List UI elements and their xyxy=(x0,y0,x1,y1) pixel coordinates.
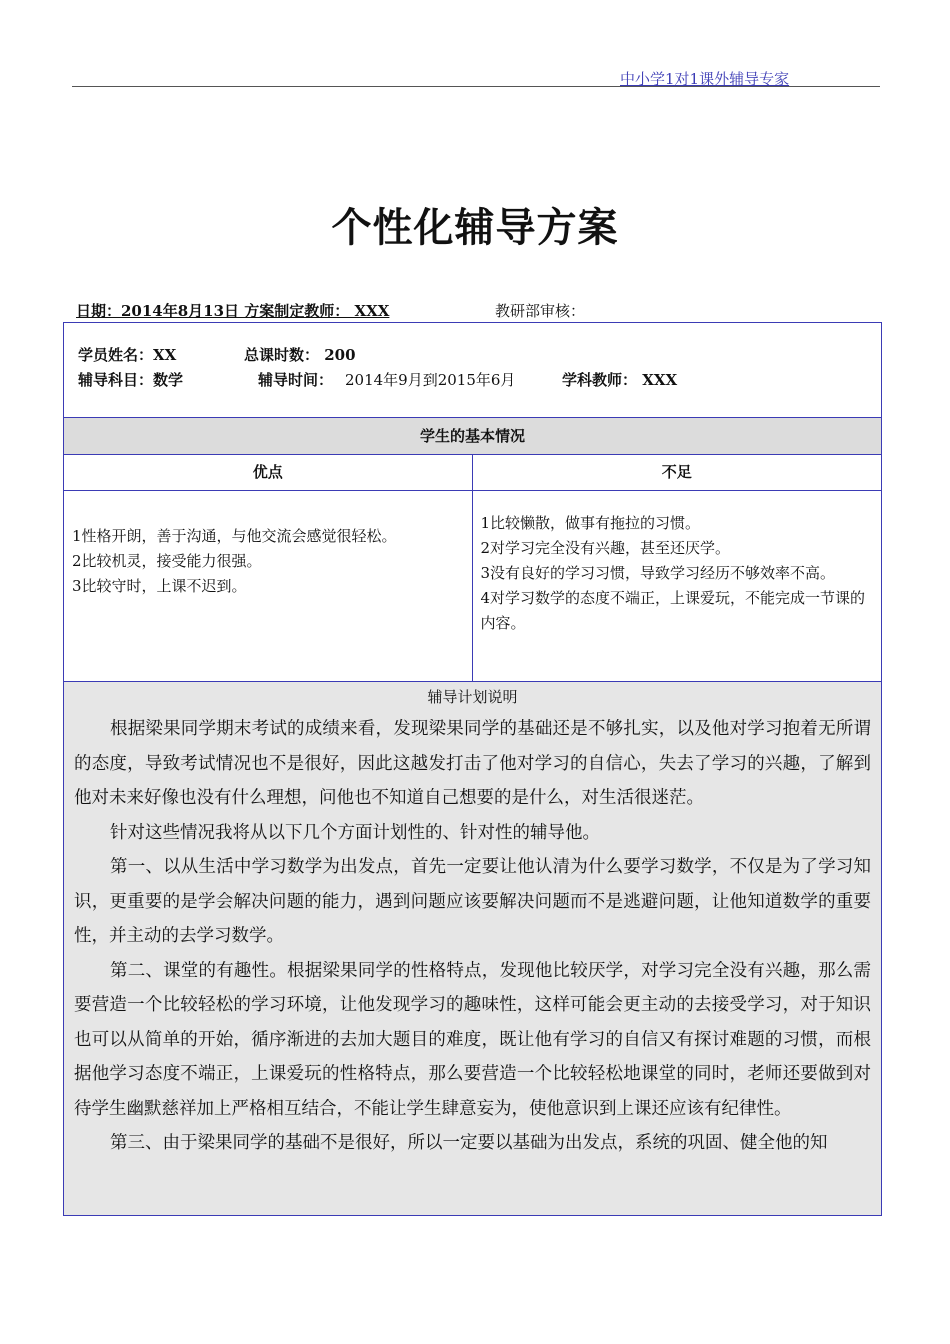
page-title: 个性化辅导方案 xyxy=(331,204,619,251)
list-item: 1性格开朗，善于沟通，与他交流会感觉很轻松。 xyxy=(72,527,397,545)
weaknesses-heading: 不足 xyxy=(661,463,692,481)
header-rule xyxy=(72,86,880,87)
subject-teacher: 学科教师： XXX xyxy=(562,371,678,389)
plan-paragraph: 第一、以从生活中学习数学为出发点，首先一定要让他认清为什么要学习数学，不仅是为了学习知识，更重要的是学会解决问题的能力，遇到问题应该要解决问题而不是逃避问题，让他知道数学的重要性，并主动的去学习数学。 xyxy=(74,857,871,946)
list-item: 3比较守时，上课不迟到。 xyxy=(72,577,247,595)
list-item: 1比较懒散，做事有拖拉的习惯。 xyxy=(480,514,701,532)
list-item: 4对学习数学的态度不端正，上课爱玩，不能完成一节课的内容。 xyxy=(480,589,866,632)
strengths-list xyxy=(64,491,473,681)
header-brand: 中小学1对1课外辅导专家 xyxy=(620,70,790,88)
subject: 辅导科目：数学 xyxy=(78,371,184,389)
plan-description xyxy=(64,682,881,1215)
strengths-heading: 优点 xyxy=(64,455,473,490)
tutoring-time-value: 2014年9月到2015年6月 xyxy=(345,371,516,389)
list-item: 2比较机灵，接受能力很强。 xyxy=(72,552,262,570)
list-item: 2对学习完全没有兴趣，甚至还厌学。 xyxy=(480,539,731,557)
plan-table xyxy=(63,322,882,1216)
plan-paragraph: 根据梁果同学期末考试的成绩来看，发现梁果同学的基础还是不够扎实，以及他对学习抱着无所谓的态度，导致考试情况也不是很好，因此这越发打击了他对学习的自信心，失去了学习的兴趣，了解到他对未来好像也没有什么理想，问他也不知道自己想要的是什么，对生活很迷茫。 xyxy=(74,719,871,808)
tutoring-time-label: 辅导时间： xyxy=(258,371,334,389)
student-name: 学员姓名：XX xyxy=(78,346,177,364)
basic-situation-heading: 学生的基本情况 xyxy=(64,418,881,455)
review-label: 教研部审核： xyxy=(495,302,586,320)
plan-heading: 辅导计划说明 xyxy=(427,688,518,706)
weaknesses-list xyxy=(473,491,882,681)
strengths-weaknesses-row xyxy=(64,491,881,682)
plan-paragraph: 第二、课堂的有趣性。根据梁果同学的性格特点，发现他比较厌学，对学习完全没有兴趣，那么需要营造一个比较轻松的学习环境，让他发现学习的趣味性，这样可能会更主动的去接受学习，对于知识也可以从简单的开始，循序渐进的去加大题目的难度，既让他有学习的自信又有探讨难题的习惯，而根据他学习态度不端正，上课爱玩的性格特点，那么要营造一个比较轻松地课堂的同时，老师还要做到对待学生幽默慈祥加上严格相互结合，不能让学生肆意妄为，使他意识到上课还应该有纪律性。 xyxy=(74,960,871,1119)
plan-paragraph: 第三、由于梁果同学的基础不是很好，所以一定要以基础为出发点，系统的巩固、健全他的知 xyxy=(110,1133,828,1153)
column-headings-row xyxy=(64,455,881,491)
plan-paragraph: 针对这些情况我将从以下几个方面计划性的、针对性的辅导他。 xyxy=(110,822,600,843)
total-hours: 总课时数： 200 xyxy=(244,346,356,364)
list-item: 3没有良好的学习习惯，导致学习经历不够效率不高。 xyxy=(480,564,836,582)
student-info-row xyxy=(64,323,881,418)
date-teacher-line: 日期：2014年8月13日 方案制定教师： XXX xyxy=(76,302,390,320)
